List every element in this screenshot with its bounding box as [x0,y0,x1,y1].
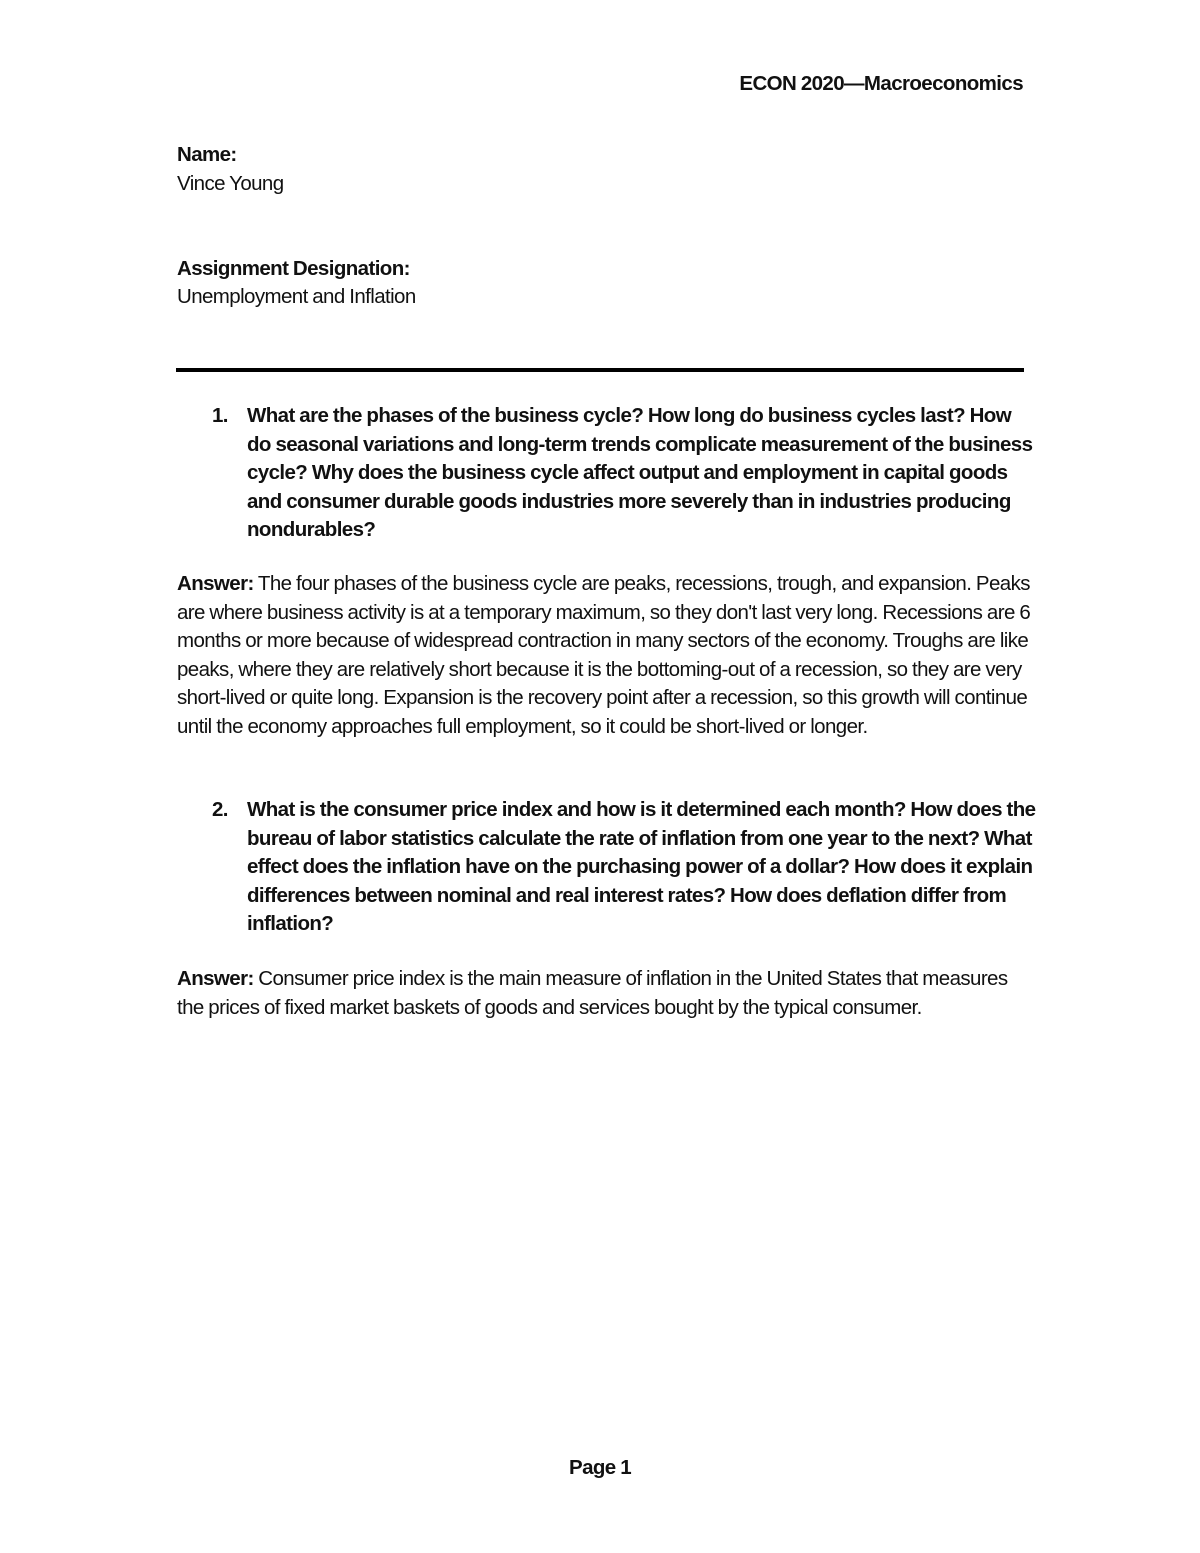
answer-1 [177,570,1037,742]
name-label: Name: [177,143,237,166]
answer-2-label: Answer: [177,967,254,990]
answer-1-text: The four phases of the business cycle are peaks, recessions, trough, and expansion. Peaks are where business activity is at a temporary maximum, so they don't last very long. Recessions are 6 months or more because of widespread contraction in many sectors of the economy. Troughs are like peaks, where they are relatively short because it is the bottoming-out of a recession, so they are very short-lived or quite long. Expansion is the recovery point after a recession, so this growth will continue until the economy approaches full employment, so it could be short-lived or longer. [177,572,1031,738]
assignment-label: Assignment Designation: [177,257,410,280]
horizontal-divider [176,368,1024,372]
assignment-value: Unemployment and Inflation [177,285,416,308]
answer-1-label: Answer: [177,572,254,595]
course-header: ECON 2020—Macroeconomics [739,72,1023,95]
answer-2 [177,965,1037,1022]
name-value: Vince Young [177,172,284,195]
question-2-text: What is the consumer price index and how is it determined each month? How does the bureau of labor statistics calculate the rate of inflation from one year to the next? What effect does the inflation have on the purchasing power of a dollar? How does it explain differences between nominal and real interest rates? How does deflation differ from inflation? [247,798,1036,936]
answer-2-text: Consumer price index is the main measure of inflation in the United States that measures the prices of fixed market baskets of goods and services bought by the typical consumer. [177,967,1008,1019]
question-1-number: 1. [212,404,228,427]
question-1-text: What are the phases of the business cycle? How long do business cycles last? How do seasonal variations and long-term trends complicate measurement of the business cycle? Why does the business cycle affect output and employment in capital goods and consumer durable goods industries more severely than in industries producing nondurables? [247,404,1033,542]
question-2-number: 2. [212,798,228,821]
page-number: Page 1 [569,1456,631,1479]
